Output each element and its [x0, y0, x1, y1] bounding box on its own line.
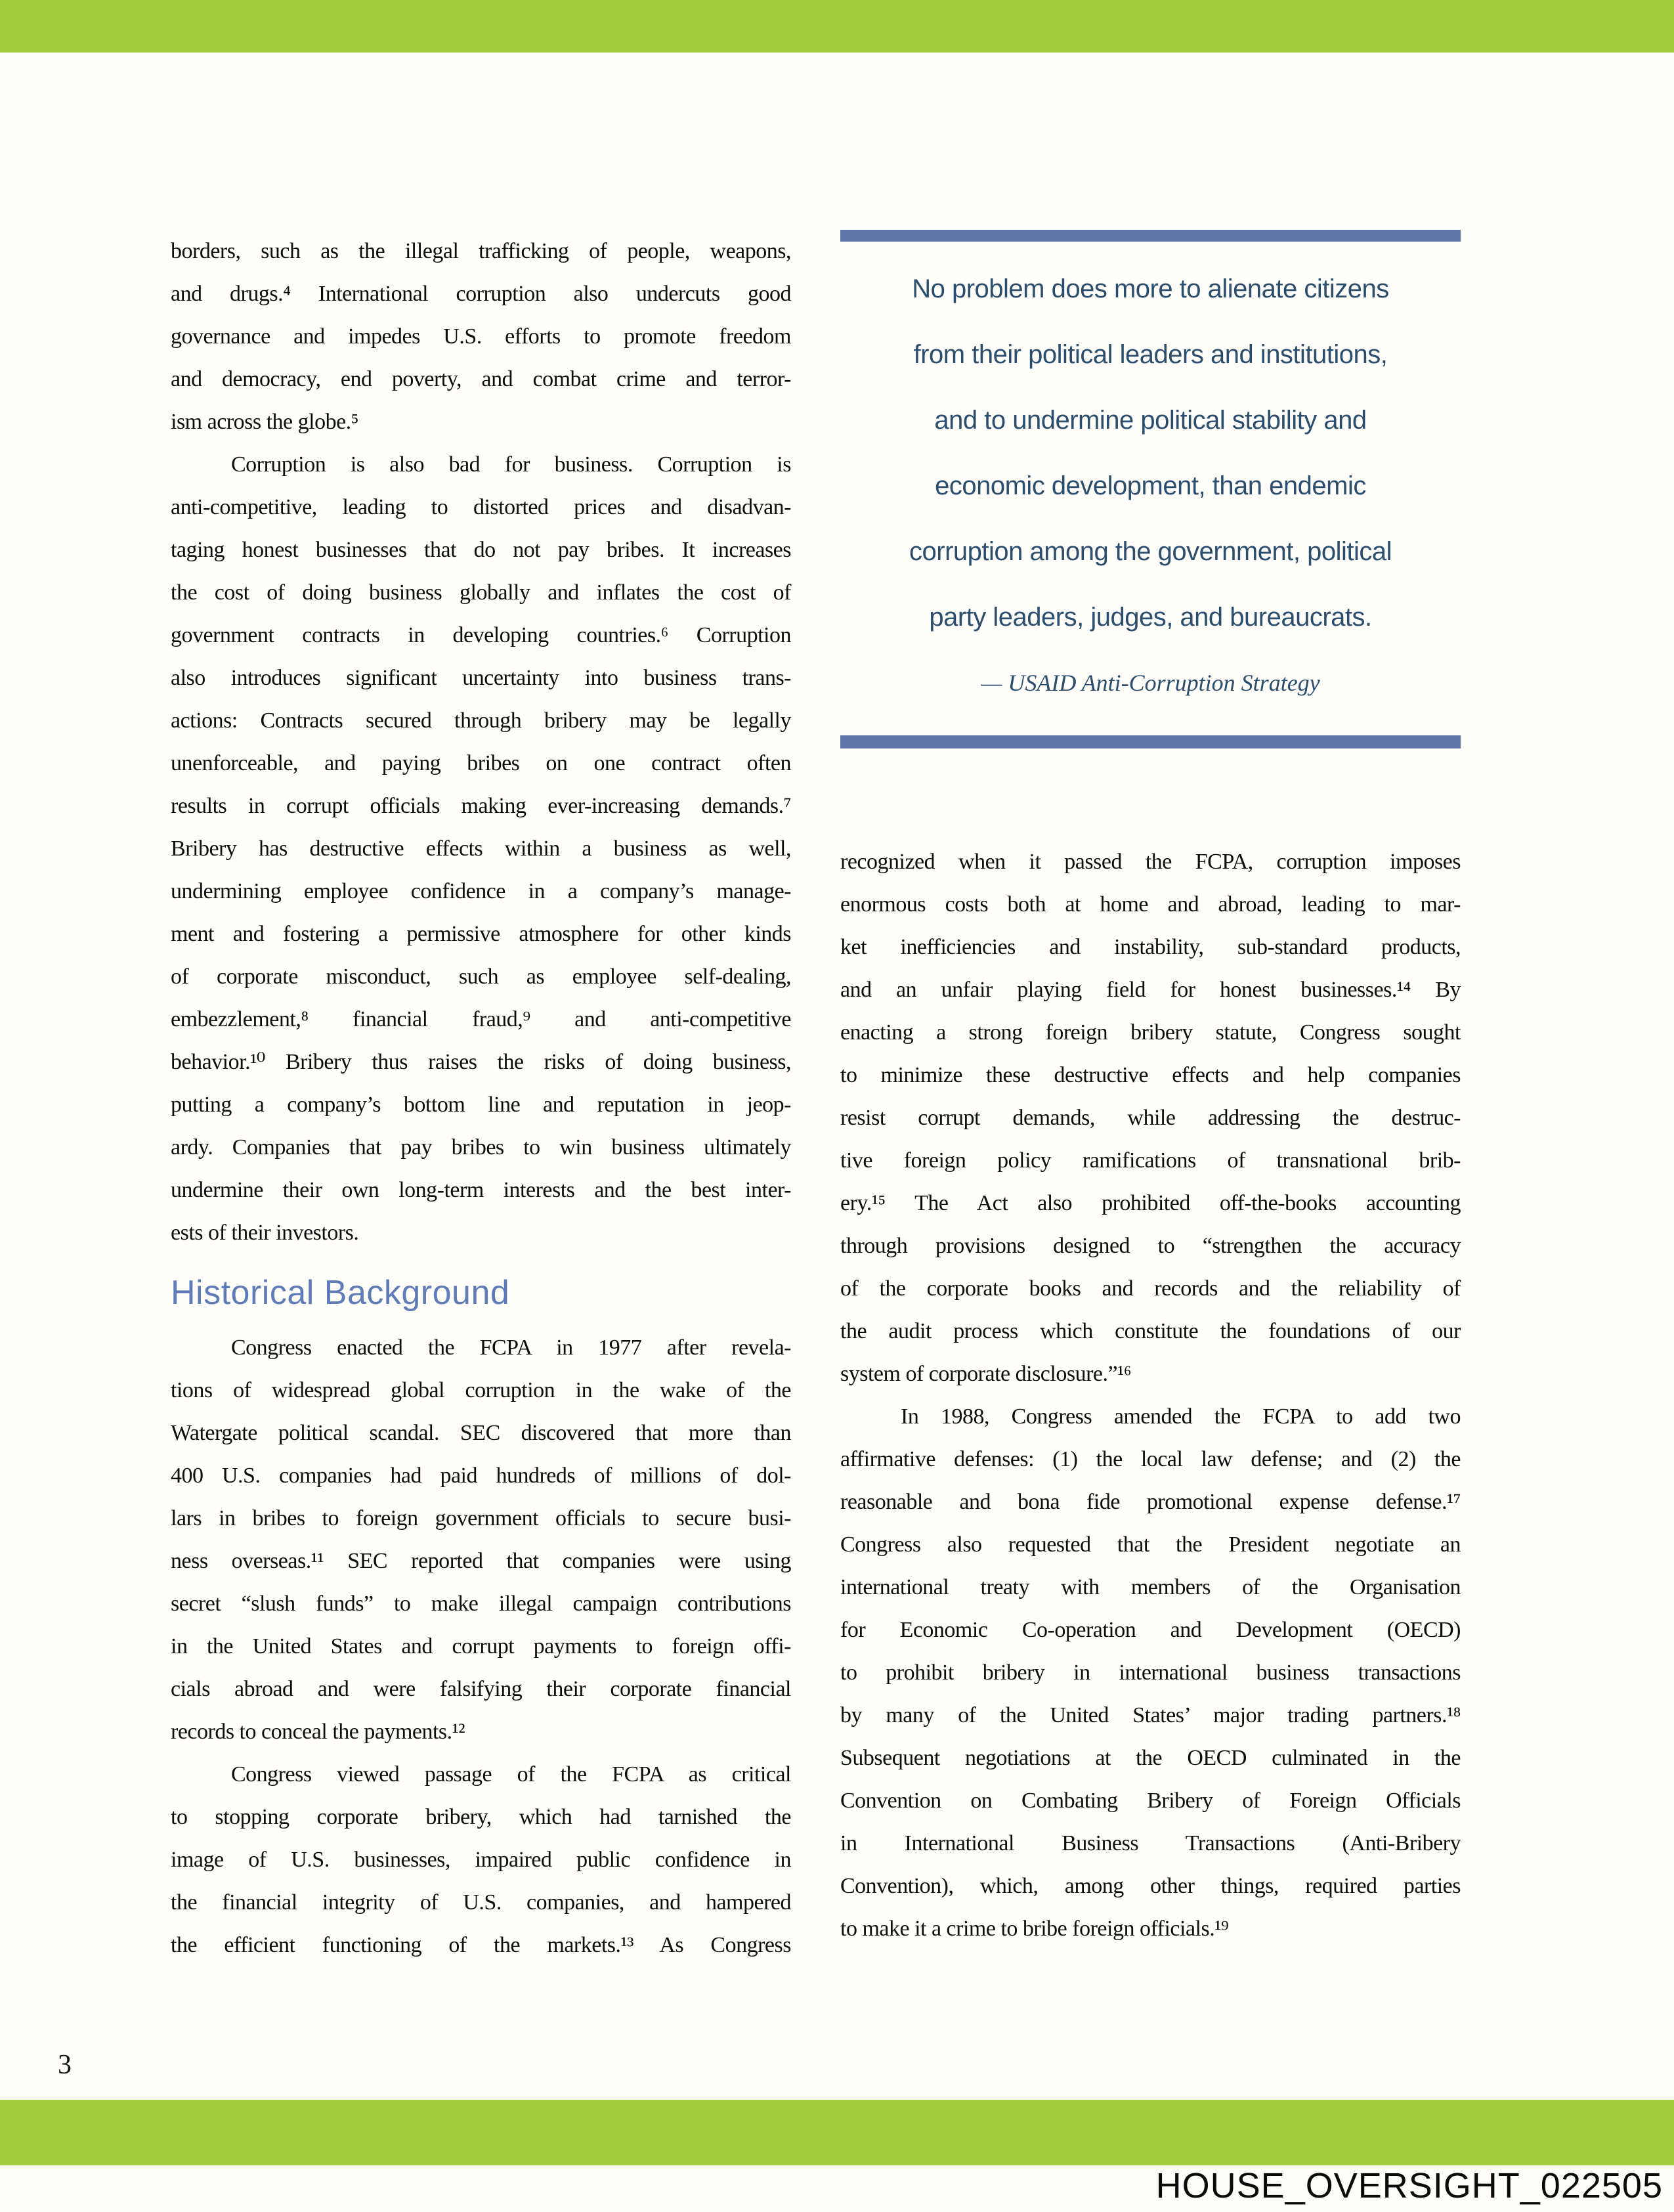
- body-line: of the corporate books and records and the reliability of: [840, 1276, 1461, 1301]
- body-line: resist corrupt demands, while addressing the destruc-: [840, 1106, 1461, 1130]
- body-line: by many of the United States’ major trading partners.¹⁸: [840, 1703, 1461, 1727]
- body-line: ardy. Companies that pay bribes to win business ultimately: [171, 1135, 791, 1160]
- body-line: reasonable and bona fide promotional expense defense.¹⁷: [840, 1490, 1461, 1514]
- quote-line: corruption among the government, political: [909, 537, 1392, 566]
- body-line: enormous costs both at home and abroad, leading to mar-: [840, 892, 1461, 917]
- body-line: to minimize these destructive effects and help companies: [840, 1063, 1461, 1087]
- body-line: ket inefficiencies and instability, sub-standard products,: [840, 935, 1461, 959]
- body-line: ness overseas.¹¹ SEC reported that companies were using: [171, 1549, 791, 1573]
- body-line: results in corrupt officials making ever-increasing demands.⁷: [171, 794, 791, 818]
- body-line: ests of their investors.: [171, 1221, 359, 1245]
- body-line: to make it a crime to bribe foreign officials.¹⁹: [840, 1917, 1229, 1941]
- body-line: in International Business Transactions (Anti-Bribery: [840, 1831, 1461, 1855]
- body-line: Subsequent negotiations at the OECD culminated in the: [840, 1746, 1461, 1770]
- quote-line: from their political leaders and institutions,: [913, 340, 1388, 369]
- left-column-block1: [171, 230, 791, 1254]
- body-line: ery.¹⁵ The Act also prohibited off-the-books accounting: [840, 1191, 1461, 1215]
- body-line: unenforceable, and paying bribes on one contract often: [171, 751, 791, 775]
- body-line: Congress enacted the FCPA in 1977 after revela-: [231, 1335, 791, 1360]
- body-line: government contracts in developing countries.⁶ Corruption: [171, 623, 791, 647]
- body-line: tions of widespread global corruption in the wake of the: [171, 1378, 791, 1402]
- top-green-bar: [0, 0, 1674, 53]
- section-heading: Historical Background: [171, 1274, 510, 1312]
- body-line: embezzlement,⁸ financial fraud,⁹ and anti-competitive: [171, 1007, 791, 1031]
- body-line: tive foreign policy ramifications of transnational brib-: [840, 1148, 1461, 1173]
- page-number: 3: [58, 2050, 72, 2080]
- body-line: ism across the globe.⁵: [171, 410, 359, 434]
- bottom-green-bar: [0, 2100, 1674, 2165]
- body-line: system of corporate disclosure.”¹⁶: [840, 1362, 1132, 1386]
- body-line: secret “slush funds” to make illegal campaign contributions: [171, 1592, 791, 1616]
- body-line: taging honest businesses that do not pay bribes. It increases: [171, 538, 791, 562]
- pull-quote-top-rule: [840, 230, 1461, 242]
- body-line: behavior.¹⁰ Bribery thus raises the risks of doing business,: [171, 1050, 791, 1074]
- right-column-body: [840, 840, 1461, 1950]
- body-line: Watergate political scandal. SEC discovered that more than: [171, 1421, 791, 1445]
- pull-quote-text: [840, 256, 1461, 706]
- body-line: the efficient functioning of the markets.¹³ As Congress: [171, 1933, 791, 1957]
- body-line: and drugs.⁴ International corruption also undercuts good: [171, 282, 791, 306]
- body-line: Congress viewed passage of the FCPA as critical: [231, 1762, 791, 1787]
- body-line: through provisions designed to “strengthen the accuracy: [840, 1234, 1461, 1258]
- quote-attribution: — USAID Anti-Corruption Strategy: [981, 670, 1320, 696]
- body-line: 400 U.S. companies had paid hundreds of millions of dol-: [171, 1464, 791, 1488]
- body-line: governance and impedes U.S. efforts to promote freedom: [171, 324, 791, 349]
- body-line: enacting a strong foreign bribery statute, Congress sought: [840, 1020, 1461, 1045]
- body-line: image of U.S. businesses, impaired public confidence in: [171, 1848, 791, 1872]
- body-line: borders, such as the illegal trafficking of people, weapons,: [171, 239, 791, 263]
- body-line: the cost of doing business globally and inflates the cost of: [171, 580, 791, 605]
- pull-quote: [840, 230, 1461, 748]
- body-line: ment and fostering a permissive atmosphere for other kinds: [171, 922, 791, 946]
- left-column-block2: [171, 1326, 791, 1966]
- body-line: of corporate misconduct, such as employee self-dealing,: [171, 965, 791, 989]
- body-line: putting a company’s bottom line and reputation in jeop-: [171, 1093, 791, 1117]
- body-line: lars in bribes to foreign government officials to secure busi-: [171, 1506, 791, 1530]
- body-line: international treaty with members of the Organisation: [840, 1575, 1461, 1599]
- body-line: anti-competitive, leading to distorted prices and disadvan-: [171, 495, 791, 519]
- right-column: [840, 840, 1461, 1950]
- pull-quote-lines: [840, 256, 1461, 650]
- quote-line: and to undermine political stability and: [934, 406, 1367, 435]
- body-line: actions: Contracts secured through bribery may be legally: [171, 708, 791, 733]
- body-line: Congress also requested that the President negotiate an: [840, 1532, 1461, 1557]
- body-line: for Economic Co-operation and Development (OECD): [840, 1618, 1461, 1642]
- left-column: [171, 230, 791, 1966]
- quote-line: economic development, than endemic: [935, 471, 1366, 500]
- body-line: and democracy, end poverty, and combat crime and terror-: [171, 367, 791, 391]
- pull-quote-bottom-rule: [840, 735, 1461, 748]
- body-line: the audit process which constitute the foundations of our: [840, 1319, 1461, 1343]
- body-line: cials abroad and were falsifying their corporate financial: [171, 1677, 791, 1701]
- body-line: affirmative defenses: (1) the local law defense; and (2) the: [840, 1447, 1461, 1471]
- quote-line: No problem does more to alienate citizens: [912, 274, 1389, 303]
- body-line: Convention), which, among other things, required parties: [840, 1874, 1461, 1898]
- body-line: and an unfair playing field for honest businesses.¹⁴ By: [840, 978, 1461, 1002]
- body-line: the financial integrity of U.S. companies, and hampered: [171, 1890, 791, 1915]
- body-line: undermine their own long-term interests and the best inter-: [171, 1178, 791, 1202]
- body-line: in the United States and corrupt payments to foreign offi-: [171, 1634, 791, 1659]
- body-line: Bribery has destructive effects within a business as well,: [171, 836, 791, 861]
- body-line: Corruption is also bad for business. Corruption is: [231, 452, 791, 477]
- body-line: to stopping corporate bribery, which had tarnished the: [171, 1805, 791, 1829]
- body-line: to prohibit bribery in international business transactions: [840, 1660, 1461, 1685]
- bates-stamp: HOUSE_OVERSIGHT_022505: [1155, 2166, 1663, 2205]
- body-line: undermining employee confidence in a company’s manage-: [171, 879, 791, 903]
- body-line: recognized when it passed the FCPA, corruption imposes: [840, 850, 1461, 874]
- body-line: Convention on Combating Bribery of Foreign Officials: [840, 1789, 1461, 1813]
- quote-line: party leaders, judges, and bureaucrats.: [929, 603, 1372, 632]
- body-line: also introduces significant uncertainty into business trans-: [171, 666, 791, 690]
- body-line: In 1988, Congress amended the FCPA to add two: [901, 1404, 1461, 1429]
- body-line: records to conceal the payments.¹²: [171, 1720, 465, 1744]
